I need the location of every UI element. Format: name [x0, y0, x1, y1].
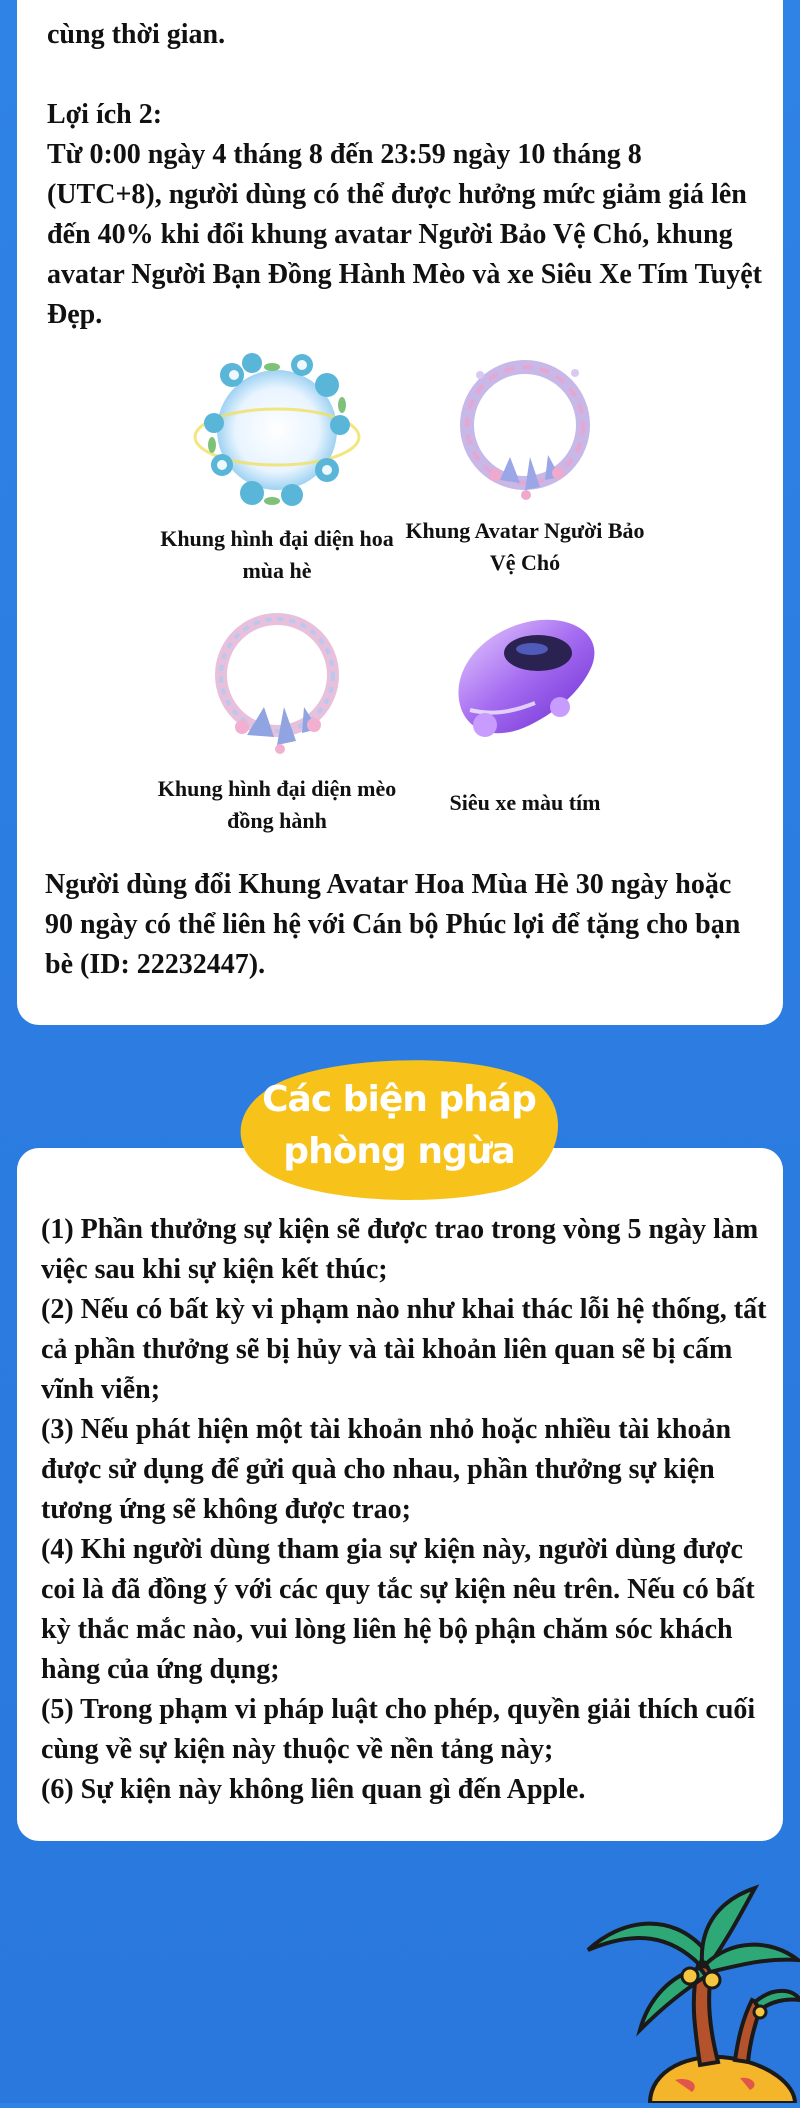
- benefits-card: [17, 0, 783, 1025]
- reward-item-summer-flower-frame: [157, 345, 397, 587]
- dog-guardian-frame-icon: [440, 345, 610, 515]
- intro-text-tail: cùng thời gian.: [47, 19, 226, 50]
- precautions-heading: [234, 1074, 564, 1178]
- summer-flower-frame-icon: [192, 345, 362, 515]
- precautions-card: [17, 1148, 783, 1841]
- benefit-title: Lợi ích 2:: [47, 99, 163, 130]
- palm-tree-icon: [580, 1880, 800, 2103]
- reward-item-caption: Khung hình đại diện mèo đồng hành: [157, 776, 397, 833]
- precautions-heading-line2: phòng ngừa: [283, 1131, 515, 1172]
- reward-item-dog-guardian-frame: [405, 345, 645, 579]
- reward-item-caption: Khung hình đại diện hoa mùa hè: [160, 526, 394, 583]
- precautions-list: [41, 1210, 771, 1810]
- reward-item-purple-supercar: [405, 595, 645, 819]
- cat-companion-frame-icon: [192, 595, 362, 765]
- reward-item-cat-companion-frame: [157, 595, 397, 837]
- reward-item-caption: Khung Avatar Người Bảo Vệ Chó: [405, 518, 645, 575]
- precaution-item: (6) Sự kiện này không liên quan gì đến Apple.: [41, 1774, 586, 1805]
- precaution-item: (3) Nếu phát hiện một tài khoản nhỏ hoặc nhiều tài khoản được sử dụng để gửi quà cho nhau, phần thưởng sự kiện tương ứng sẽ không được trao;: [41, 1414, 732, 1525]
- precaution-item: (1) Phần thưởng sự kiện sẽ được trao trong vòng 5 ngày làm việc sau khi sự kiện kết thúc;: [41, 1214, 759, 1285]
- benefit-description: Từ 0:00 ngày 4 tháng 8 đến 23:59 ngày 10 tháng 8 (UTC+8), người dùng có thể được hưởng mức giảm giá lên đến 40% khi đổi khung avatar Người Bảo Vệ Chó, khung avatar Người Bạn Đồng Hành Mèo và xe Siêu Xe Tím Tuyệt Đẹp.: [47, 139, 762, 330]
- precaution-item: (4) Khi người dùng tham gia sự kiện này, người dùng được coi là đã đồng ý với các quy tắc sự kiện nêu trên. Nếu có bất kỳ thắc mắc nào, vui lòng liên hệ bộ phận chăm sóc khách hàng của ứng dụng;: [41, 1534, 755, 1685]
- gift-note: Người dùng đổi Khung Avatar Hoa Mùa Hè 30 ngày hoặc 90 ngày có thể liên hệ với Cán bộ Phúc lợi để tặng cho bạn bè (ID: 22232447).: [45, 869, 741, 980]
- precaution-item: (2) Nếu có bất kỳ vi phạm nào như khai thác lỗi hệ thống, tất cả phần thưởng sẽ bị hủy và tài khoản liên quan sẽ bị cấm vĩnh viễn;: [41, 1294, 767, 1405]
- precautions-badge: [234, 1052, 564, 1202]
- precautions-heading-line1: Các biện pháp: [262, 1079, 536, 1120]
- purple-supercar-icon: [440, 595, 610, 765]
- reward-item-caption: Siêu xe màu tím: [449, 790, 601, 815]
- precaution-item: (5) Trong phạm vi pháp luật cho phép, quyền giải thích cuối cùng về sự kiện này thuộc về nền tảng này;: [41, 1694, 756, 1765]
